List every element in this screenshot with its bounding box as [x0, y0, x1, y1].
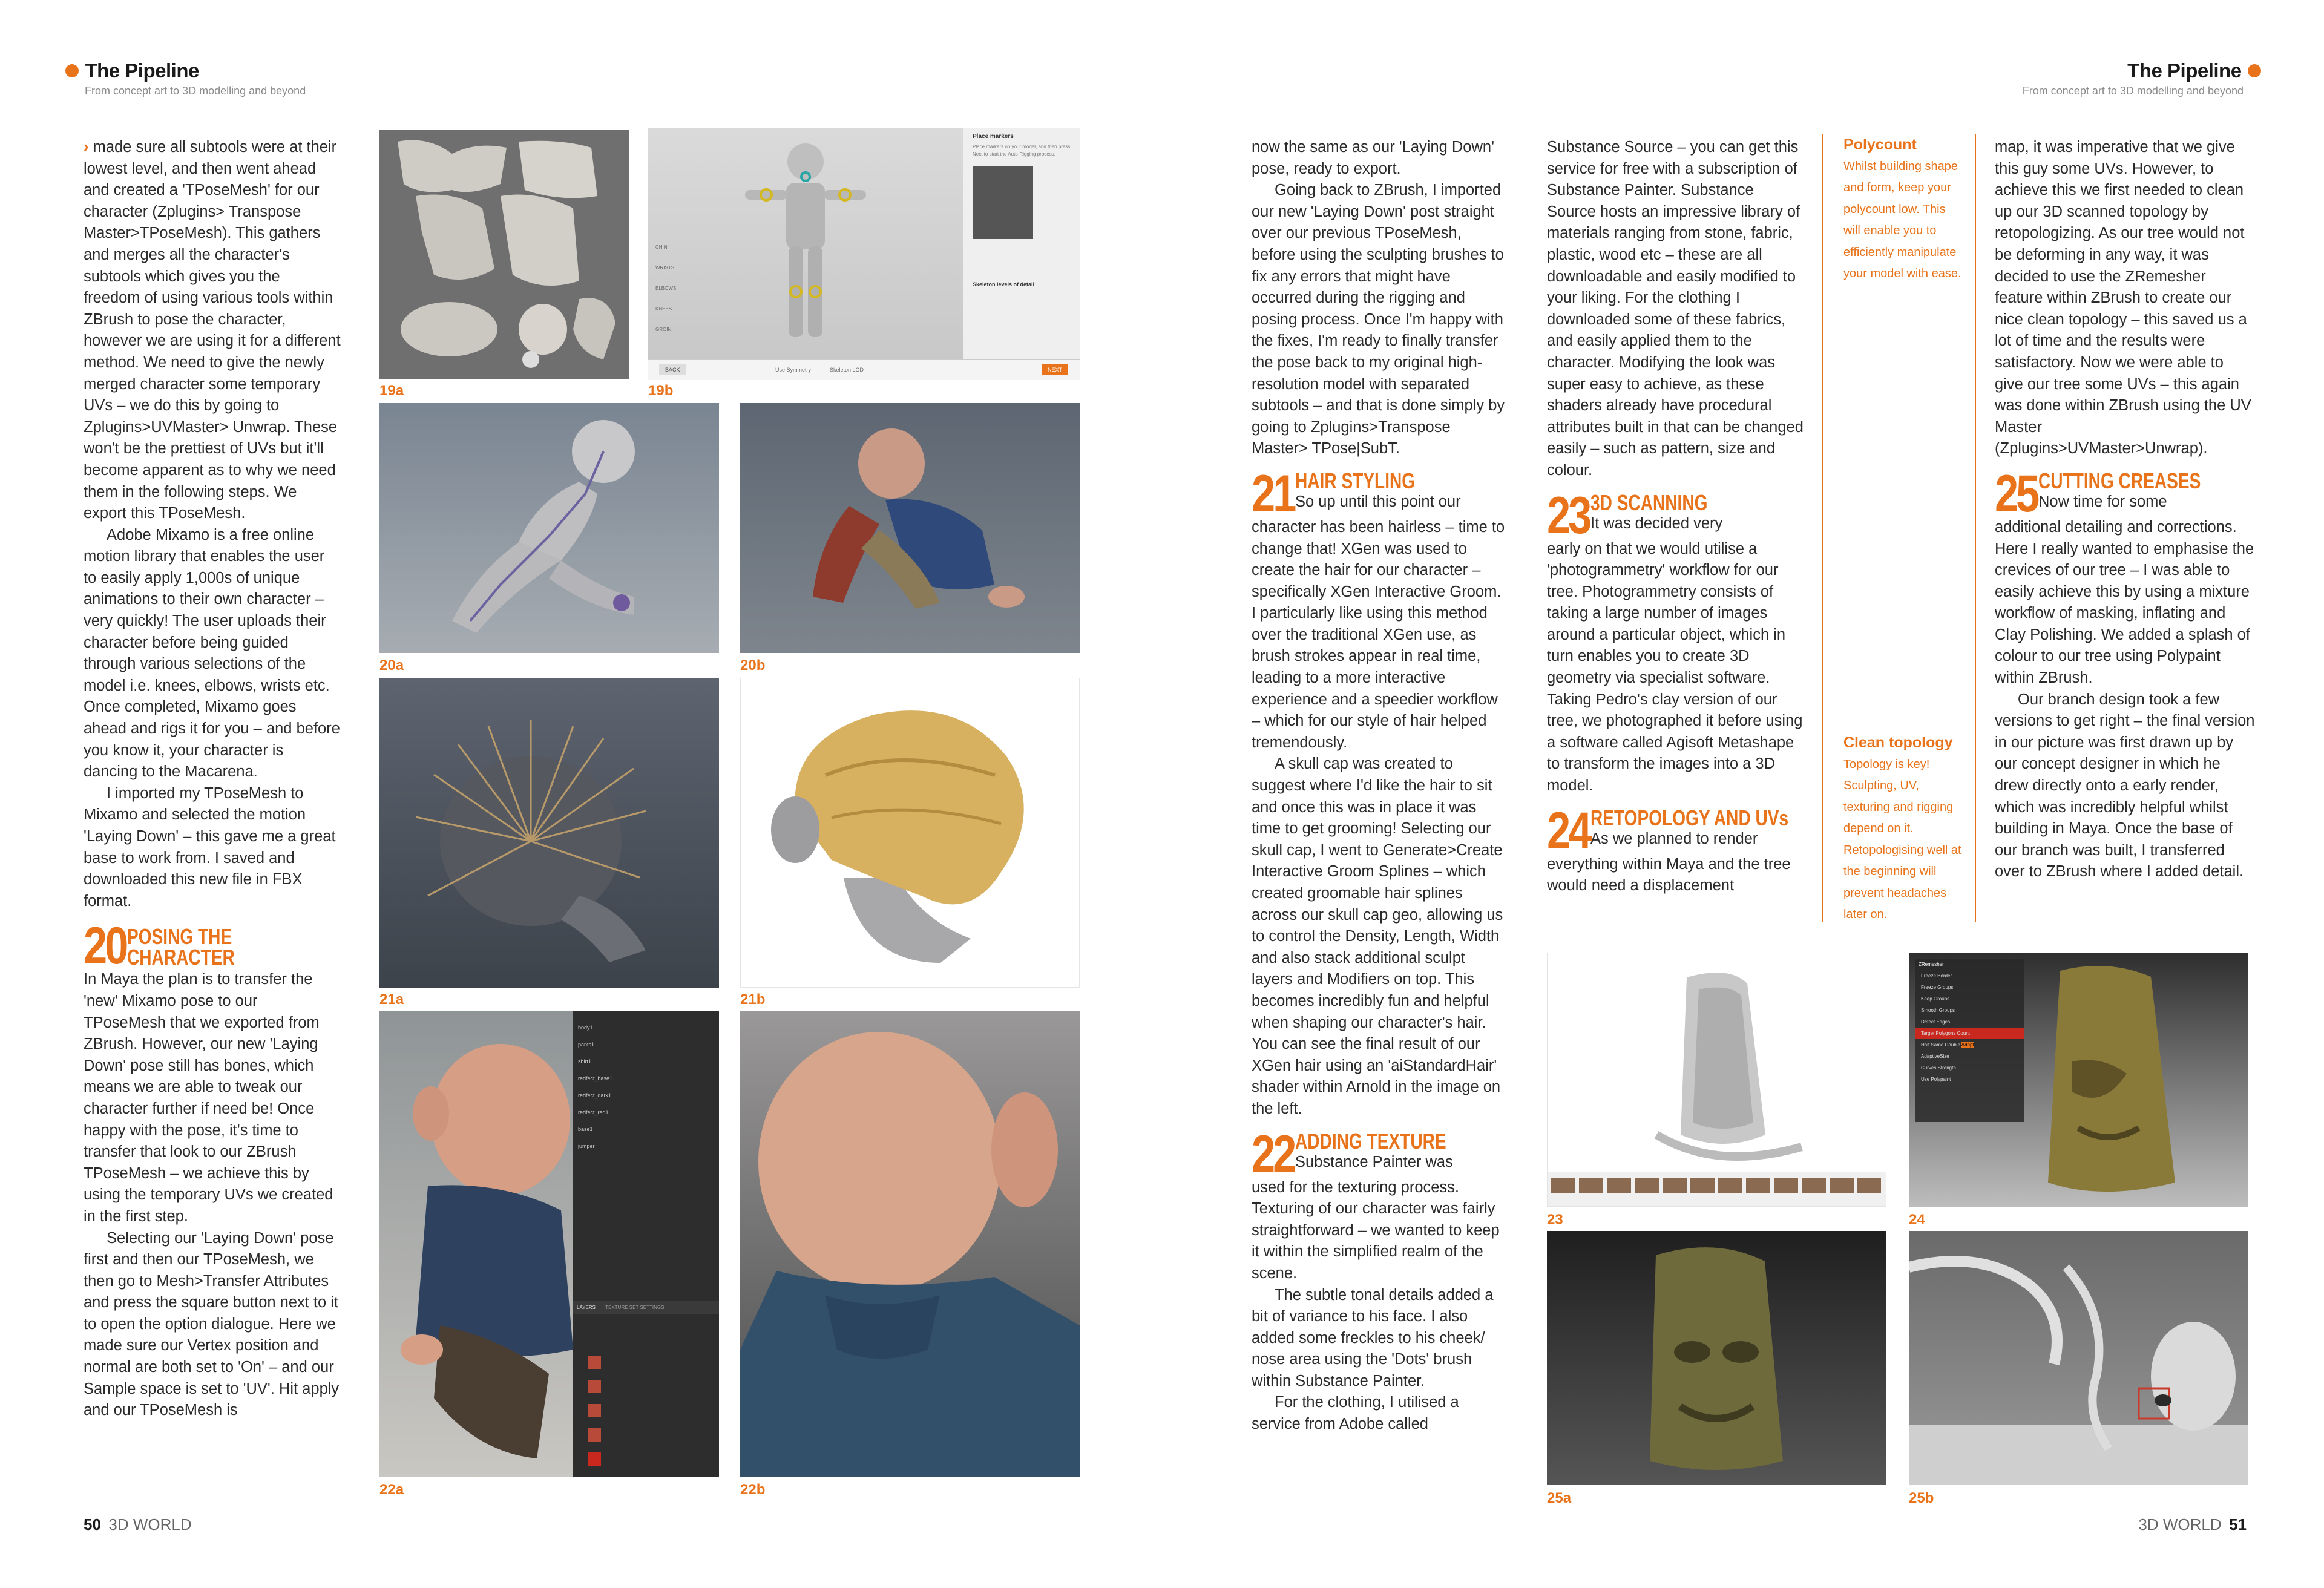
- image-22a-substance-painter: [379, 1011, 719, 1477]
- panel-text: Place markers on your model, and then press Next to start the Auto-Rigging process.: [973, 144, 1071, 157]
- section-24-lead: As we planned to render: [1590, 830, 1758, 847]
- right-page-number: 51: [2229, 1515, 2247, 1534]
- header-dot-icon: [65, 64, 79, 77]
- right-magazine-name: 3D WORLD: [2138, 1515, 2222, 1534]
- layer-row[interactable]: base1: [578, 1126, 593, 1132]
- caption-20a: 20a: [379, 657, 404, 674]
- col4-p1: Substance Source – you can get this service for free with a subscription of Substance Painter. Substance Source hosts an impressive library of materials ranging from stone, fabric, plastic, wood etc – these are all downloadable and easily modified to your liking. For the clothing I downloaded some of these fabrics, and easily applied them to the character. Modifying the look was super easy to achieve, as these shaders already have procedural attributes built in that can be changed easily – such as pattern, size and colour.: [1547, 139, 1804, 479]
- zremesher-option[interactable]: Keep Groups: [1921, 996, 1950, 1002]
- col6-p2: additional detailing and corrections. Here I really wanted to emphasise the crevices of our tree – I was able to easily achieve this by using a mixture workflow of masking, inflating and Clay Polishing. We added a splash of colour to our tree using Polypaint within ZBrush.: [1995, 518, 2254, 687]
- section-25-lead: Now time for some: [2038, 493, 2167, 510]
- sidebar-topology-body: Topology is key! Sculpting, UV, texturing and rigging depend on it. Retopologising well at the beginning will prevent headaches later on.: [1843, 757, 1961, 921]
- zremesher-option[interactable]: Freeze Groups: [1921, 985, 1954, 990]
- rigged-character-illustration: [379, 403, 719, 653]
- image-25a-tree-sculpt: [1547, 1231, 1886, 1485]
- col3-p3: character has been hairless – time to change that! XGen was used to create the hair for our character – specifically XGen Interactive Groom. I particularly like using this method over the traditional XGen use, as brush strokes appear in real time, leading to a more interactive experience and a speedier workflow – which for our style of hair helped tremendously.: [1252, 518, 1505, 751]
- label-knees: KNEES: [655, 306, 672, 312]
- sidebar-polycount-body: Whilst building shape and form, keep your polycount low. This will enable you to efficiently manipulate your model with ease.: [1843, 159, 1961, 280]
- section-24-number: 24: [1547, 801, 1590, 860]
- column-3: [1252, 137, 1509, 1435]
- skeleton-lod-select[interactable]: Skeleton LOD: [830, 367, 864, 373]
- layer-thumbnail: [588, 1380, 601, 1393]
- tree-face-illustration: [1547, 1231, 1886, 1485]
- caption-20b: 20b: [740, 657, 766, 674]
- left-header-subtitle: From concept art to 3D modelling and beyond: [85, 85, 306, 97]
- section-21-title: HAIR STYLING: [1295, 468, 1416, 493]
- col3-p4: A skull cap was created to suggest where I'd like the hair to sit and once this was in place it was time to get grooming! Selecting our skull cap, I went to Generate>Create Interactive Groom Splines – which created groomable hair splines across our skull cap geo, allowing us to control the Density, Length, Width and also stack additional sculpt layers and Modifiers on top. This becomes incredibly fun and helpful when shaping our character's hair. You can see the final result of our XGen hair using an 'aiStandardHair' shader within Arnold in the image on the left.: [1252, 755, 1503, 1117]
- section-23-lead: It was decided very: [1590, 514, 1723, 532]
- layer-row[interactable]: redfect_red1: [578, 1109, 609, 1115]
- section-24-heading: [1547, 801, 1804, 860]
- zremesher-option[interactable]: Freeze Border: [1921, 973, 1952, 979]
- mixamo-marker-labels: [655, 237, 676, 340]
- caption-21a: 21a: [379, 991, 404, 1008]
- label-elbows: ELBOWS: [655, 286, 677, 291]
- image-25b-branch-scene: [1909, 1231, 2248, 1485]
- half-button[interactable]: Half: [1921, 1042, 1930, 1048]
- point-cloud-illustration: [1548, 953, 1886, 1207]
- image-23-photogrammetry: [1547, 953, 1886, 1207]
- zremesher-panel: [1915, 959, 2024, 1122]
- label-groin: GROIN: [655, 327, 672, 332]
- col1-p1: made sure all subtools were at their lowest level, and then went ahead and created a 'TPoseMesh' for our character (Zplugins> Transpose Master>TPoseMesh). This gathers and merges all the character's subtools which gives you the freedom of using various tools within ZBrush to pose the character, however we are using it for a different method. We need to give the newly merged character some temporary UVs – we do this by going to Zplugins>UVMaster> Unwrap. These won't be the prettiest of UVs but it'll become apparent as to why we need them in the following steps. We export this TPoseMesh.: [84, 139, 341, 522]
- left-header-title: The Pipeline: [85, 59, 199, 82]
- image-24-zremesher: [1909, 953, 2248, 1207]
- col3-p1: now the same as our 'Laying Down' pose, ready to export.: [1252, 139, 1494, 177]
- layers-list: [573, 1011, 719, 1155]
- caption-22b: 22b: [740, 1481, 766, 1498]
- layer-row[interactable]: pants1: [578, 1042, 595, 1048]
- section-20-title-line2: CHARACTER: [127, 945, 235, 970]
- header-dot-icon: [2248, 64, 2261, 77]
- sidebar-clean-topology: [1843, 732, 1965, 926]
- col3-p2: Going back to ZBrush, I imported our new 'Laying Down' post straight over our previous TPoseMesh, before using the sculpting brushes to fix any errors that might have occurred during the rigging and posing process. Once I'm happy with the fixes, I'm ready to finally transfer the pose back to my original high-resolution model with separated subtools – and that is done simply by going to Zplugins>Transpose Master> TPose|SubT.: [1252, 182, 1505, 458]
- left-footer: [84, 1515, 192, 1534]
- mixamo-side-panel: [963, 128, 1080, 359]
- image-20a-rig: [379, 403, 719, 653]
- right-header-title: The Pipeline: [2127, 59, 2242, 82]
- boy-closeup-illustration: [740, 1011, 1080, 1477]
- section-25-number: 25: [1995, 464, 2038, 523]
- section-23-heading: [1547, 486, 1804, 545]
- zremesher-title: ZRemesher: [1919, 962, 1944, 967]
- image-21b-hair-render: [740, 678, 1080, 988]
- col3-p5: used for the texturing process. Texturing of our character was fairly straightforward – we wanted to keep it within the simplified realm of the scene.: [1252, 1178, 1500, 1282]
- back-button[interactable]: BACK: [659, 364, 686, 375]
- caption-23: 23: [1547, 1212, 1563, 1228]
- double-button[interactable]: Double: [1945, 1042, 1960, 1048]
- section-25-heading: [1995, 464, 2255, 523]
- caption-25a: 25a: [1547, 1490, 1572, 1506]
- column-1: [84, 137, 341, 1422]
- section-20-heading: [84, 917, 341, 976]
- caption-24: 24: [1909, 1212, 1925, 1228]
- section-20-number: 20: [84, 917, 126, 976]
- col6-p3: Our branch design took a few versions to get right – the final version in our picture was first drawn up by our concept designer in which he drew directly onto a early render, which was incredibly helpful whilst building in Maya. Once the base of our branch was built, I transferred over to ZBrush where I added detail.: [1995, 691, 2255, 881]
- tab-texture-set[interactable]: TEXTURE SET SETTINGS: [605, 1305, 665, 1310]
- col4-p2: early on that we would utilise a 'photogrammetry' workflow for our tree. Photogrammetry consists of taking a large number of images around a particular object, which in turn enables you to create 3D geometry via specialist software. Taking Pedro's clay version of our tree, we photographed it before using a software called Agisoft Metashape to transform the images into a 3D model.: [1547, 540, 1803, 795]
- sidebar-right-rule: [1975, 134, 1976, 922]
- caption-19a: 19a: [379, 382, 404, 399]
- col4-p3: everything within Maya and the tree would need a displacement: [1547, 855, 1791, 894]
- right-header: [2127, 59, 2261, 82]
- section-20-title-line1: POSING THE: [127, 924, 232, 950]
- sidebar-topology-title: Clean topology: [1843, 734, 1953, 751]
- section-22-lead: Substance Painter was: [1295, 1153, 1453, 1170]
- target-polygons-count[interactable]: Target Polygons Count: [1915, 1028, 2024, 1039]
- tab-layers[interactable]: LAYERS: [577, 1305, 596, 1310]
- section-22-heading: [1252, 1124, 1509, 1183]
- layer-thumbnail: [588, 1452, 601, 1466]
- column-6: [1995, 137, 2255, 883]
- layer-row[interactable]: jumper: [578, 1143, 595, 1149]
- section-24-title: RETOPOLOGY AND UVs: [1590, 805, 1789, 830]
- zremesher-option[interactable]: Detect Edges: [1921, 1019, 1951, 1025]
- layer-row[interactable]: shirt1: [578, 1058, 592, 1065]
- col1-p5: Selecting our 'Laying Down' pose first and then our TPoseMesh, we then go to Mesh>Transfer Attributes and press the square button next to it to open the option dialogue. Here we made sure our Vertex position and normal are both set to 'On' – and our Sample space is set to 'UV'. Hit apply and our TPoseMesh is: [84, 1229, 340, 1419]
- sidebar-polycount: [1843, 134, 1965, 285]
- section-22-number: 22: [1252, 1124, 1295, 1183]
- panel-preview: [973, 166, 1033, 239]
- use-polypaint-toggle[interactable]: Use Polypaint: [1921, 1077, 1951, 1082]
- adaptive-size-slider[interactable]: AdaptiveSize: [1921, 1054, 1949, 1059]
- image-20b-posed-render: [740, 403, 1080, 653]
- section-21-heading: [1252, 464, 1509, 523]
- caption-21b: 21b: [740, 991, 766, 1008]
- photo-thumbnails: [1551, 1178, 1881, 1193]
- label-chin: CHIN: [655, 244, 668, 250]
- photo-thumbnail-strip: [1548, 1172, 1886, 1207]
- zremesher-option[interactable]: Smooth Groups: [1921, 1008, 1955, 1013]
- caption-22a: 22a: [379, 1481, 404, 1498]
- boy-render-illustration: [379, 1011, 573, 1477]
- hair-render-illustration: [741, 678, 1080, 988]
- right-footer: [2138, 1515, 2247, 1534]
- col3-p7: For the clothing, I utilised a service from Adobe called: [1252, 1394, 1459, 1433]
- col1-p2: Adobe Mixamo is a free online motion library that enables the user to easily apply 1,000s of unique animations to their own character – very quickly! The user uploads their character before being guided through various selections of the model i.e. knees, elbows, wrists etc. Once completed, Mixamo goes ahead and rigs it for you – and before you know it, your character is dancing to the Macarena.: [84, 526, 340, 781]
- left-magazine-name: 3D WORLD: [108, 1515, 192, 1534]
- section-23-number: 23: [1547, 486, 1590, 545]
- layer-row[interactable]: redfect_base1: [578, 1075, 613, 1081]
- posed-character-illustration: [740, 403, 1080, 653]
- col6-p1: map, it was imperative that we give this guy some UVs. However, to achieve this we first needed to clean up our 3D scanned topology by retopologizing. As our tree would not be deforming in any way, it was decided to use the ZRemesher feature within ZBrush to create our nice clean topology – this saved us a lot of time and the results were satisfactory. Now we were able to give our tree some UVs – this again was done within ZBrush using the UV Master (Zplugins>UVMaster>Unwrap).: [1995, 139, 2251, 458]
- caption-25b: 25b: [1909, 1490, 1934, 1506]
- col3-p6: The subtle tonal details added a bit of variance to his face. I also added some freckles to his cheek/ nose area using the 'Dots' brush within Substance Painter.: [1252, 1286, 1494, 1390]
- mixamo-bottom-bar: [648, 359, 1080, 380]
- image-22b-texture-render: [740, 1011, 1080, 1477]
- layer-thumbnail: [588, 1428, 601, 1442]
- right-header-subtitle: From concept art to 3D modelling and beyond: [2022, 85, 2244, 97]
- symmetry-checkbox[interactable]: Use Symmetry: [775, 367, 812, 373]
- image-21a-hair-splines: [379, 678, 719, 988]
- curves-strength-slider[interactable]: Curves Strength: [1921, 1065, 1956, 1071]
- layer-row[interactable]: body1: [578, 1025, 593, 1031]
- sidebar-left-rule: [1822, 134, 1823, 922]
- layers-tabs: [573, 1301, 719, 1314]
- adapt-button[interactable]: Adapt: [1961, 1042, 1974, 1048]
- same-button[interactable]: Same: [1931, 1042, 1944, 1048]
- left-page-number: 50: [84, 1515, 101, 1534]
- sidebar-polycount-title: Polycount: [1843, 136, 1917, 153]
- caption-19b: 19b: [648, 382, 674, 399]
- continue-arrow-icon: ›: [84, 139, 93, 156]
- col1-p4: In Maya the plan is to transfer the 'new' Mixamo pose to our TPoseMesh that we exported from ZBrush. However, our new 'Laying Down' pose still has bones, which means we are able to tweak our character further if need be! Once happy with the pose, it's time to transfer that look to our ZBrush TPoseMesh – we achieve this by using the temporary UVs we created in the first step.: [84, 971, 333, 1225]
- section-21-lead: So up until this point our: [1295, 493, 1461, 510]
- column-4: [1547, 137, 1804, 897]
- layers-panel: [573, 1011, 719, 1477]
- character-tpose-illustration: [733, 134, 878, 358]
- col1-p3: I imported my TPoseMesh to Mixamo and selected the motion 'Laying Down' – this gave me a great base to work from. I saved and downloaded this new file in FBX format.: [84, 784, 336, 910]
- section-22-title: ADDING TEXTURE: [1295, 1128, 1446, 1153]
- panel-title: Place markers: [973, 133, 1014, 140]
- section-23-title: 3D SCANNING: [1590, 490, 1708, 515]
- next-button[interactable]: NEXT: [1042, 364, 1068, 375]
- image-19b-mixamo-ui: [648, 128, 1080, 380]
- label-wrists: WRISTS: [655, 265, 675, 271]
- layer-thumbnail: [588, 1356, 601, 1369]
- section-25-title: CUTTING CREASES: [2038, 468, 2201, 493]
- panel-title-2: Skeleton levels of detail: [973, 281, 1035, 287]
- layer-thumbnail: [588, 1404, 601, 1417]
- hair-splines-illustration: [379, 678, 719, 988]
- branch-scene-illustration: [1909, 1231, 2248, 1485]
- image-19a-uv-layout: [379, 130, 629, 379]
- left-header: [65, 59, 199, 82]
- layer-row[interactable]: redfect_dark1: [578, 1092, 612, 1098]
- section-21-number: 21: [1252, 464, 1295, 523]
- uv-shells-illustration: [379, 130, 629, 379]
